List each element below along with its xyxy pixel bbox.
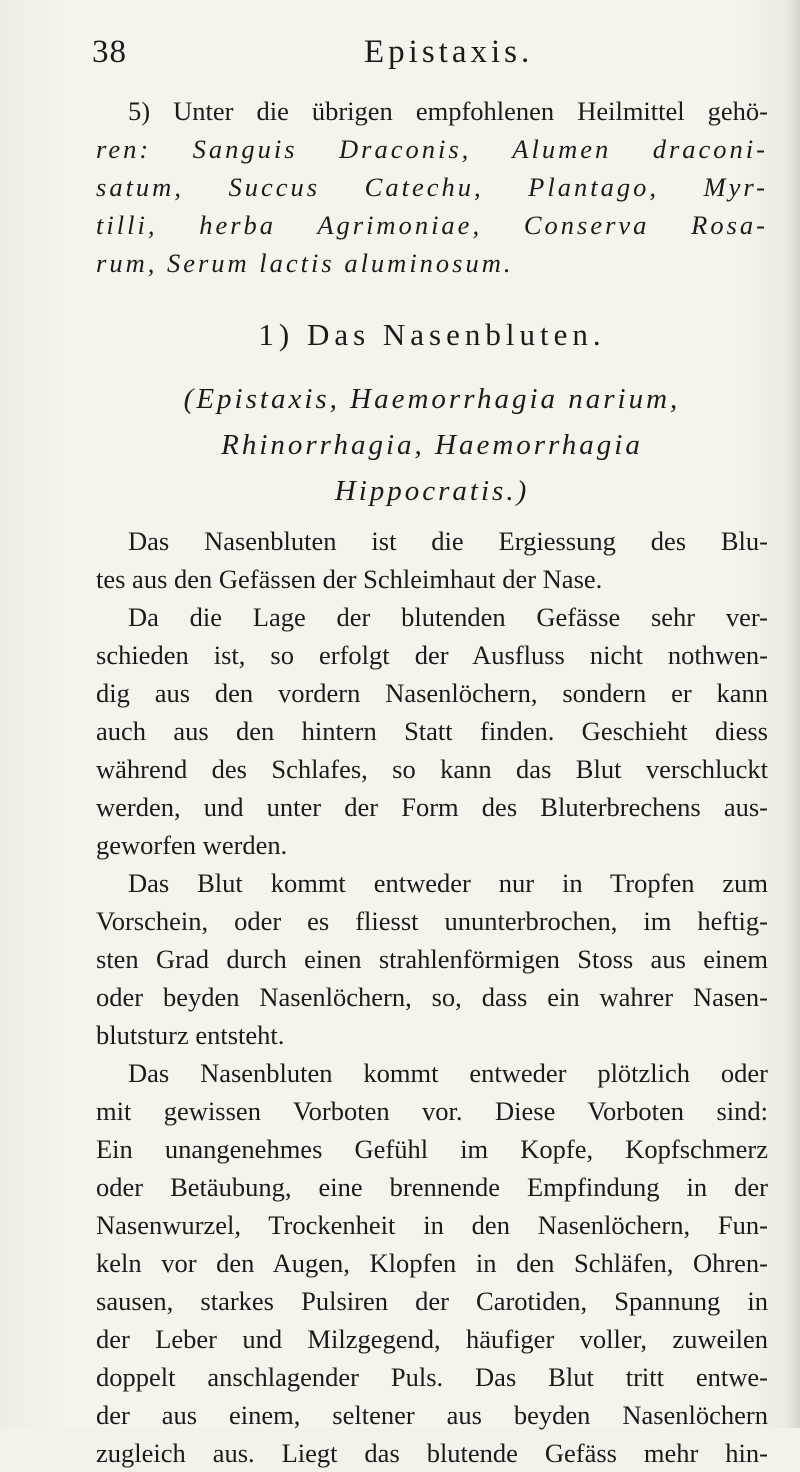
text-line: sausen, starkes Pulsiren der Carotiden, Spannung in [96,1286,768,1316]
text-line: Ein unangenehmes Gefühl im Kopfe, Kopfschmerz [96,1134,768,1164]
text-block [96,92,768,1472]
running-head: Epistaxis. [364,34,534,70]
text-line: werden, und unter der Form des Bluterbrechens aus- [96,792,768,822]
text-line: mit gewissen Vorboten vor. Diese Vorboten sind: [96,1096,768,1126]
text-line: zugleich aus. Liegt das blutende Gefäss mehr hin- [96,1438,768,1468]
item-5-paragraph [96,92,768,282]
text-line: der aus einem, seltener aus beyden Nasenlöchern [96,1400,768,1430]
paragraph-location [96,598,768,864]
section-title: 1) Das Nasenbluten. [258,317,606,352]
text-line: sten Grad durch einen strahlenförmigen Stoss aus einem [96,944,768,974]
paragraph-prodromes [96,1054,768,1472]
page-edge-shadow [786,0,800,1428]
text-line: während des Schlafes, so kann das Blut verschluckt [96,754,768,784]
text-line: blutsturz entsteht. [96,1020,285,1050]
synonym-line: Rhinorrhagia, Haemorrhagia [221,429,643,461]
text-line: tes aus den Gefässen der Schleimhaut der Nase. [96,564,603,594]
paragraph-definition [96,522,768,598]
text-line: Nasenwurzel, Trockenheit in den Nasenlöchern, Fun- [96,1210,768,1240]
text-line: dig aus den vordern Nasenlöchern, sondern er kann [96,678,768,708]
text-line: oder Betäubung, eine brennende Empfindung in der [96,1172,768,1202]
section-synonyms [96,376,768,514]
text-line: Vorschein, oder es fliesst ununterbrochen, im heftig- [96,906,768,936]
text-line: ren: Sanguis Draconis, Alumen draconi- [96,134,768,164]
synonym-line: (Epistaxis, Haemorrhagia narium, [183,383,681,415]
text-line: rum, Serum lactis aluminosum. [96,248,514,278]
text-line: Das Nasenbluten kommt entweder plötzlich oder [128,1058,768,1088]
text-line: auch aus den hintern Statt finden. Geschieht diess [96,716,768,746]
text-line: Das Blut kommt entweder nur in Tropfen zum [128,868,768,898]
text-line: der Leber und Milzgegend, häufiger voller, zuweilen [96,1324,768,1354]
text-line: doppelt anschlagender Puls. Das Blut tritt entwe- [96,1362,768,1392]
synonym-line: Hippocratis.) [334,475,530,507]
text-line: satum, Succus Catechu, Plantago, Myr- [96,172,768,202]
page-number: 38 [92,34,127,70]
text-line: tilli, herba Agrimoniae, Conserva Rosa- [96,210,768,240]
text-line: Das Nasenbluten ist die Ergiessung des Blu- [128,526,768,556]
text-line: Da die Lage der blutenden Gefässe sehr ver- [128,602,768,632]
text-line: oder beyden Nasenlöchern, so, dass ein wahrer Nasen- [96,982,768,1012]
text-line: geworfen werden. [96,830,288,860]
text-line: keln vor den Augen, Klopfen in den Schläfen, Ohren- [96,1248,768,1278]
text-line: 5) Unter die übrigen empfohlenen Heilmittel gehö- [128,96,768,126]
page-header [92,34,792,82]
paragraph-flow [96,864,768,1054]
text-line: schieden ist, so erfolgt der Ausfluss nicht nothwen- [96,640,768,670]
